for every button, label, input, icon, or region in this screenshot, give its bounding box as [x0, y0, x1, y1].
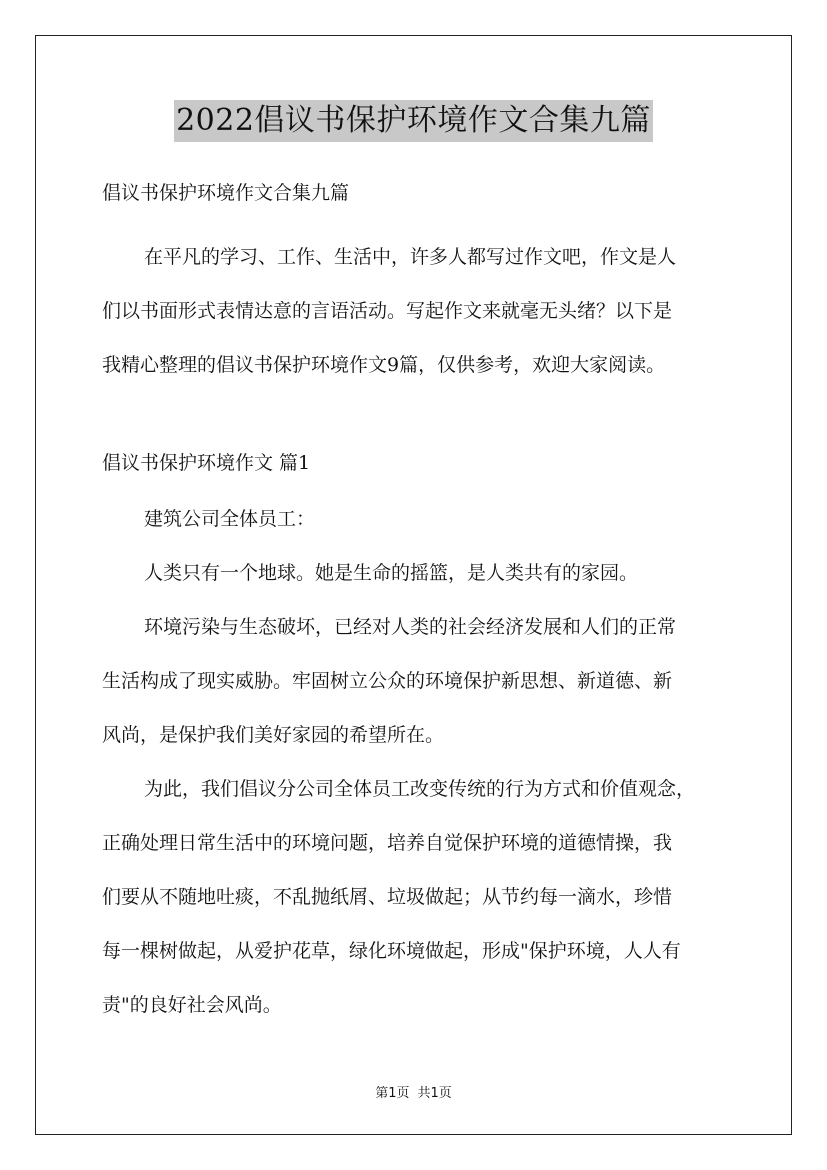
intro-line: 在平凡的学习、工作、生活中，许多人都写过作文吧，作文是人	[144, 246, 677, 268]
paragraph-line: 责"的良好社会风尚。	[102, 994, 282, 1016]
page-footer	[0, 1082, 827, 1101]
document-subtitle: 倡议书保护环境作文合集九篇	[102, 182, 350, 204]
paragraph-line: 每一棵树做起，从爱护花草，绿化环境做起，形成"保护环境，人人有	[102, 940, 681, 962]
paragraph-line: 风尚，是保护我们美好家园的希望所在。	[102, 724, 445, 746]
document-title: 2022倡议书保护环境作文合集九篇	[174, 100, 653, 142]
paragraph-line: 正确处理日常生活中的环境问题，培养自觉保护环境的道德情操，我	[102, 832, 673, 854]
paragraph-line: 们要从不随地吐痰，不乱抛纸屑、垃圾做起；从节约每一滴水，珍惜	[102, 886, 673, 908]
intro-paragraph	[102, 230, 742, 392]
page-number: 第1页	[375, 1086, 410, 1101]
section-heading: 倡议书保护环境作文 篇1	[102, 452, 311, 474]
paragraph-line: 生活构成了现实威胁。牢固树立公众的环境保护新思想、新道德、新	[102, 670, 673, 692]
greeting-paragraph	[102, 492, 742, 546]
paragraph-line: 人类只有一个地球。她是生命的摇篮，是人类共有的家园。	[144, 562, 639, 584]
paragraph-2	[102, 600, 742, 762]
greeting-line: 建筑公司全体员工：	[144, 508, 316, 530]
page-total: 共1页	[417, 1086, 452, 1101]
intro-line: 们以书面形式表情达意的言语活动。写起作文来就毫无头绪？以下是	[102, 300, 673, 322]
paragraph-3	[102, 762, 742, 1032]
paragraph-1	[102, 546, 742, 600]
paragraph-line: 为此，我们倡议分公司全体员工改变传统的行为方式和价值观念，	[144, 778, 696, 800]
intro-line: 我精心整理的倡议书保护环境作文9篇，仅供参考，欢迎大家阅读。	[102, 354, 666, 376]
title-container	[0, 100, 827, 142]
paragraph-line: 环境污染与生态破坏，已经对人类的社会经济发展和人们的正常	[144, 616, 677, 638]
